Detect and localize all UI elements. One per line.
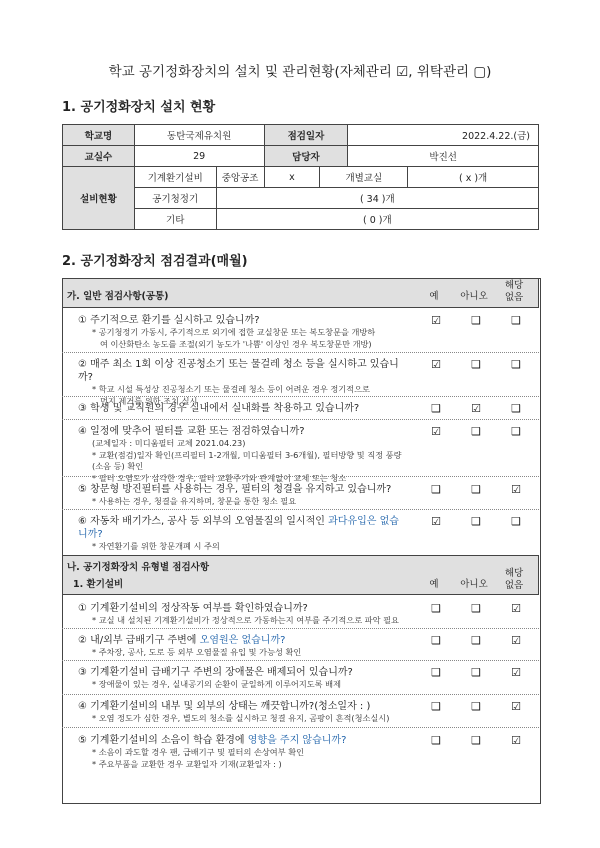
yes-checkbox[interactable]: ☑ <box>431 425 441 438</box>
na-checkbox[interactable]: ❑ <box>511 358 521 371</box>
question-note: * 학교 시설 특성상 진공청소기 또는 물걸레 청소 등이 어려운 경우 정기적으로 <box>92 384 370 394</box>
group-b-title: 나. 공기정화장치 유형별 점검사항 <box>67 562 210 573</box>
check-question <box>78 666 408 679</box>
check-item <box>78 515 408 553</box>
question-text: ② 내/외부 급배기구 주변에 <box>78 635 200 646</box>
question-note: * 장애물이 있는 경우, 실내공기의 순환이 균일하게 이루어지도록 배제 <box>92 679 341 689</box>
col-na-b: 해당 없음 <box>504 568 524 591</box>
yes-checkbox[interactable]: ☑ <box>431 358 441 371</box>
question-note: 여 이산화탄소 농도를 조절(외기 농도가 '나쁨' 이상인 경우 복도창문만 개방) <box>100 338 372 349</box>
na-checkbox[interactable]: ☑ <box>511 634 521 647</box>
check-item <box>78 734 408 770</box>
na-checkbox[interactable]: ☑ <box>511 734 521 747</box>
question-note: * 소음이 과도할 경우 팬, 급배기구 및 필터의 손상여부 확인 <box>92 747 305 757</box>
question-note: * 교실 내 설치된 기계환기설비가 정상적으로 가동하는지 여부를 주기적으로 파악 필요 <box>92 615 399 625</box>
na-checkbox[interactable]: ❑ <box>511 425 521 438</box>
check-question <box>78 483 408 496</box>
yes-checkbox[interactable]: ☑ <box>431 314 441 327</box>
col-yes: 예 <box>429 291 439 302</box>
no-checkbox[interactable]: ❑ <box>471 358 481 371</box>
question-text: ④ 기계환기설비의 내부 및 외부의 상태는 깨끗합니까?(청소일자 : ) <box>78 701 371 712</box>
manager-value: 박진선 <box>348 146 539 167</box>
yes-checkbox[interactable]: ❑ <box>431 483 441 496</box>
school-label: 학교명 <box>63 125 135 146</box>
yes-checkbox[interactable]: ❑ <box>431 666 441 679</box>
na-checkbox[interactable]: ☑ <box>511 666 521 679</box>
row-divider <box>62 352 539 353</box>
row-divider <box>62 419 539 420</box>
yes-checkbox[interactable]: ❑ <box>431 734 441 747</box>
date-label: 점검일자 <box>264 125 348 146</box>
no-checkbox[interactable]: ❑ <box>471 666 481 679</box>
purifier-label: 공기청정기 <box>134 188 216 209</box>
check-item <box>78 634 408 659</box>
install-table <box>62 124 539 230</box>
row-divider <box>62 727 539 728</box>
no-checkbox[interactable]: ❑ <box>471 634 481 647</box>
check-question <box>78 402 408 415</box>
question-highlight: 영향을 주지 않습니까? <box>247 735 347 746</box>
individual-label: 개별교실 <box>320 167 408 188</box>
page-title: 학교 공기정화장치의 설치 및 관리현황(자체관리 ☑, 위탁관리 ▢) <box>108 64 492 80</box>
group-a-title: 가. 일반 점검사항(공통) <box>67 291 169 302</box>
rooms-label: 교실수 <box>63 146 135 167</box>
manager-label: 담당자 <box>264 146 348 167</box>
school-value: 동탄국제유치원 <box>134 125 264 146</box>
col-no: 아니오 <box>460 291 488 302</box>
section-heading-install: 1. 공기정화장치 설치 현황 <box>62 100 216 115</box>
question-note: * 주차장, 공사, 도로 등 외부 오염물질 유입 및 가능성 확인 <box>92 647 302 657</box>
na-checkbox[interactable]: ☑ <box>511 483 521 496</box>
vent-label: 기계환기설비 <box>134 167 216 188</box>
question-text: ③ 기계환기설비 급배기구 주변의 장애물은 배제되어 있습니까? <box>78 667 353 678</box>
check-question <box>78 515 408 541</box>
na-checkbox[interactable]: ☑ <box>511 602 521 615</box>
question-note: * 오염 정도가 심한 경우, 별도의 청소를 실시하고 청결 유지, 곰팡이 흔적(청소실시) <box>92 713 390 723</box>
question-note: * 자연환기를 위한 창문개폐 시 주의 <box>92 541 220 551</box>
check-item <box>78 483 408 508</box>
no-checkbox[interactable]: ❑ <box>471 483 481 496</box>
col-na: 해당 없음 <box>504 280 524 303</box>
yes-checkbox[interactable]: ☑ <box>431 515 441 528</box>
col-no-b: 아니오 <box>460 579 488 590</box>
rooms-value: 29 <box>134 146 264 167</box>
question-note: * 교환(점검)일자 확인(프리필터 1-2개월, 미디움필터 3-6개월), 필터방향 및 직정 풍량(소음 등) 확인 <box>92 449 402 471</box>
no-checkbox[interactable]: ☑ <box>471 402 481 415</box>
no-checkbox[interactable]: ❑ <box>471 314 481 327</box>
question-text: ① 기계환기설비의 정상작동 여부를 확인하였습니까? <box>78 603 308 614</box>
question-highlight: 과다유입은 없습니까? <box>78 516 399 540</box>
check-question <box>78 425 408 438</box>
question-text: ⑥ 자동차 배기가스, 공사 등 외부의 오염물질의 일시적인 <box>78 516 329 527</box>
question-note: * 필터 오염도가 심각한 경우, 필터 교환주기와 관계없이 교체 또는 청소 <box>92 472 347 483</box>
central-value: x <box>264 167 320 188</box>
row-divider <box>62 509 539 510</box>
no-checkbox[interactable]: ❑ <box>471 734 481 747</box>
col-yes-b: 예 <box>429 579 439 590</box>
check-item <box>78 700 408 725</box>
row-divider <box>62 694 539 695</box>
na-checkbox[interactable]: ❑ <box>511 515 521 528</box>
na-checkbox[interactable]: ☑ <box>511 700 521 713</box>
question-text: ⑤ 기계환기설비의 소음이 학습 환경에 <box>78 735 248 746</box>
etc-value: ( 0 )개 <box>216 209 538 230</box>
question-note: 먼지 제거를 위한 조치 실시 <box>100 395 198 406</box>
question-text: ① 주기적으로 환기를 실시하고 있습니까? <box>78 315 260 326</box>
question-text: ③ 학생 및 교직원의 경우 실내에서 실내화를 착용하고 있습니까? <box>78 403 360 414</box>
row-divider <box>62 628 539 629</box>
individual-value: ( x )개 <box>408 167 539 188</box>
group-b-subtitle: 1. 환기설비 <box>73 579 124 590</box>
na-checkbox[interactable]: ❑ <box>511 402 521 415</box>
check-item <box>78 666 408 691</box>
check-item <box>78 358 408 407</box>
no-checkbox[interactable]: ❑ <box>471 515 481 528</box>
yes-checkbox[interactable]: ❑ <box>431 402 441 415</box>
check-question <box>78 634 408 647</box>
question-text: ⑤ 창문형 방진필터를 사용하는 경우, 필터의 청결을 유지하고 있습니까? <box>78 484 392 495</box>
equip-label: 설비현황 <box>63 167 135 230</box>
question-highlight: 오염원은 없습니까? <box>199 635 286 646</box>
question-note: * 공기청정기 가동시, 주기적으로 외기에 접한 교실창문 또는 복도창문을 개방하 <box>92 327 376 337</box>
check-question <box>78 734 408 747</box>
section-heading-results: 2. 공기정화장치 점검결과(매월) <box>62 254 248 269</box>
yes-checkbox[interactable]: ❑ <box>431 602 441 615</box>
etc-label: 기타 <box>134 209 216 230</box>
row-divider <box>62 396 539 397</box>
question-note: * 주요부품을 교환한 경우 교환일자 기재(교환일자 : ) <box>92 758 282 769</box>
no-checkbox[interactable]: ❑ <box>471 425 481 438</box>
yes-checkbox[interactable]: ❑ <box>431 634 441 647</box>
purifier-value: ( 34 )개 <box>216 188 538 209</box>
check-question <box>78 700 408 713</box>
check-item <box>78 402 408 415</box>
check-question <box>78 602 408 615</box>
na-checkbox[interactable]: ❑ <box>511 314 521 327</box>
check-item <box>78 314 408 350</box>
date-value: 2022.4.22.(금) <box>348 125 539 146</box>
question-note: (교체일자 : 미디움필터 교체 2021.04.23) <box>92 438 246 448</box>
question-note: * 사용하는 경우, 청결을 유지하며, 창문을 통한 청소 필요 <box>92 496 297 506</box>
check-item <box>78 602 408 627</box>
question-text: ② 매주 최소 1회 이상 진공청소기 또는 물걸레 청소 등을 실시하고 있습니까? <box>78 359 399 383</box>
central-label: 중앙공조 <box>216 167 264 188</box>
check-question <box>78 358 408 384</box>
question-text: ④ 일정에 맞추어 필터를 교환 또는 점검하였습니까? <box>78 426 305 437</box>
row-divider <box>62 660 539 661</box>
row-divider <box>62 476 539 477</box>
check-question <box>78 314 408 327</box>
no-checkbox[interactable]: ❑ <box>471 700 481 713</box>
no-checkbox[interactable]: ❑ <box>471 602 481 615</box>
yes-checkbox[interactable]: ❑ <box>431 700 441 713</box>
